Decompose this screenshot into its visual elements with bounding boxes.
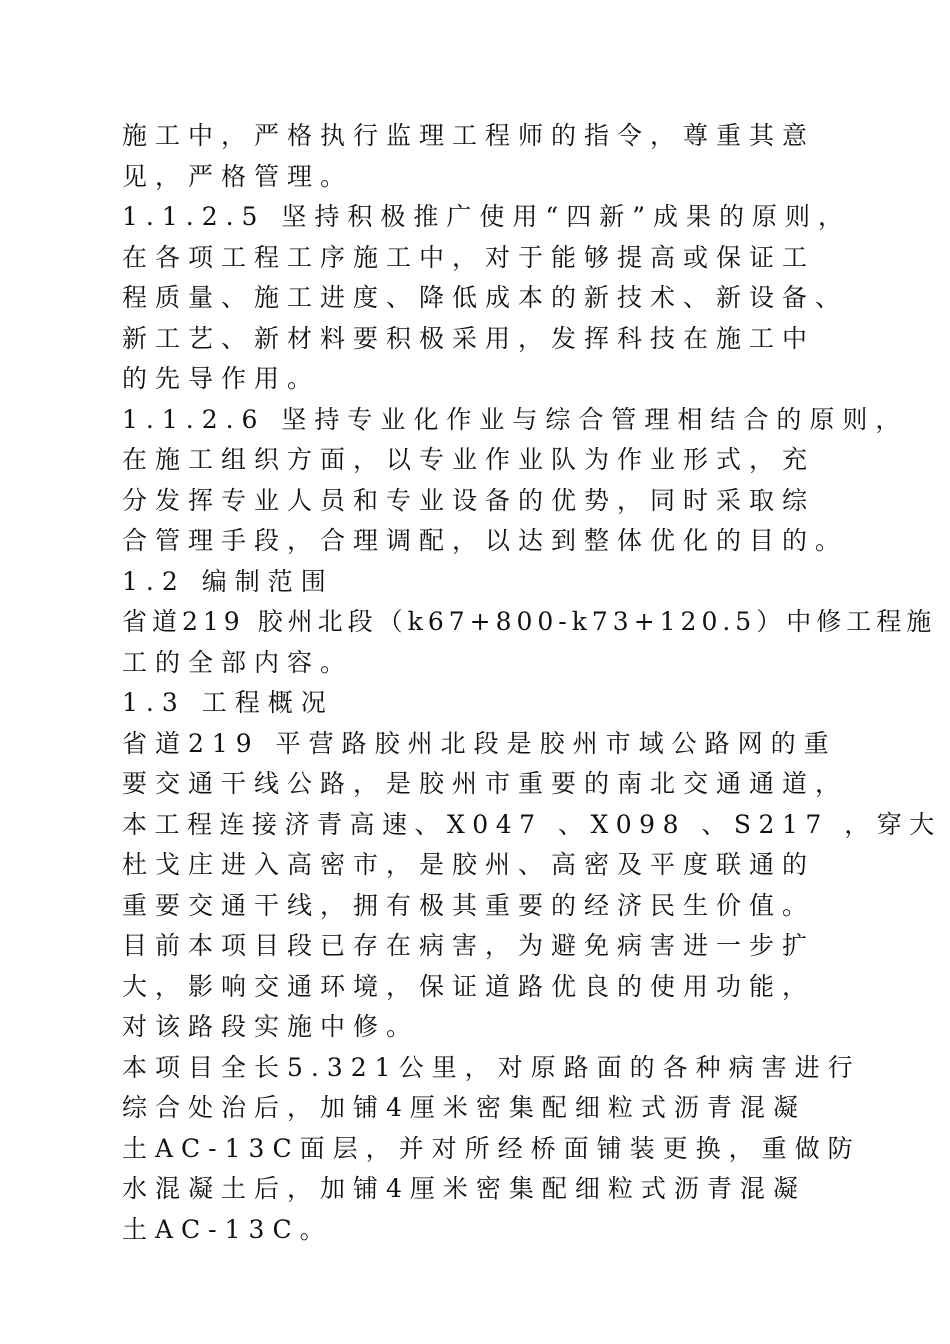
text-line: 见，严格管理。 xyxy=(122,161,354,191)
text-line: 分发挥专业人员和专业设备的优势，同时采取综 xyxy=(122,485,816,515)
text-line: 工的全部内容。 xyxy=(122,647,354,677)
text-line: 施工中，严格执行监理工程师的指令，尊重其意 xyxy=(122,121,816,150)
text-line: 杜戈庄进入高密市，是胶州、高密及平度联通的 xyxy=(122,850,816,879)
body-text xyxy=(122,116,942,1250)
text-line: 重要交通干线，拥有极其重要的经济民生价值。 xyxy=(122,890,816,920)
text-line: 程质量、施工进度、降低成本的新技术、新设备、 xyxy=(122,283,849,312)
text-line: 水混凝土后，加铺4厘米密集配细粒式沥青混凝 xyxy=(122,1174,806,1203)
text-line: 在施工组织方面，以专业作业队为作业形式，充 xyxy=(122,445,816,474)
text-line: 要交通干线公路，是胶州市重要的南北交通通道， xyxy=(122,769,849,798)
text-line: 合管理手段，合理调配，以达到整体优化的目的。 xyxy=(122,526,849,555)
section-heading-1-1-2-5: 1.1.2.5 坚持积极推广使用“四新”成果的原则， xyxy=(122,202,851,231)
section-heading-1-3: 1.3 工程概况 xyxy=(122,688,334,717)
text-line: 土AC-13C面层，并对所经桥面铺装更换，重做防 xyxy=(122,1133,861,1163)
text-line: 新工艺、新材料要积极采用，发挥科技在施工中 xyxy=(122,323,816,353)
text-line: 本项目全长5.321公里，对原路面的各种病害进行 xyxy=(122,1052,861,1082)
text-line: 大，影响交通环境，保证道路优良的使用功能， xyxy=(122,971,816,1001)
text-line: 的先导作用。 xyxy=(122,364,321,393)
section-heading-1-2: 1.2 编制范围 xyxy=(122,566,334,596)
text-line: 在各项工程工序施工中，对于能够提高或保证工 xyxy=(122,242,816,272)
text-line: 土AC-13C。 xyxy=(122,1214,333,1244)
text-line: 目前本项目段已存在病害，为避免病害进一步扩 xyxy=(122,931,816,960)
text-line: 省道219 胶州北段（k67+800-k73+120.5）中修工程施 xyxy=(122,607,937,636)
text-line: 对该路段实施中修。 xyxy=(122,1012,420,1041)
section-heading-1-1-2-6: 1.1.2.6 坚持专业化作业与综合管理相结合的原则， xyxy=(122,404,909,434)
text-line: 省道219 平营路胶州北段是胶州市域公路网的重 xyxy=(122,728,837,758)
text-line: 综合处治后，加铺4厘米密集配细粒式沥青混凝 xyxy=(122,1093,806,1122)
text-line: 本工程连接济青高速、X047 、X098 、S217 ，穿大 xyxy=(122,809,942,839)
